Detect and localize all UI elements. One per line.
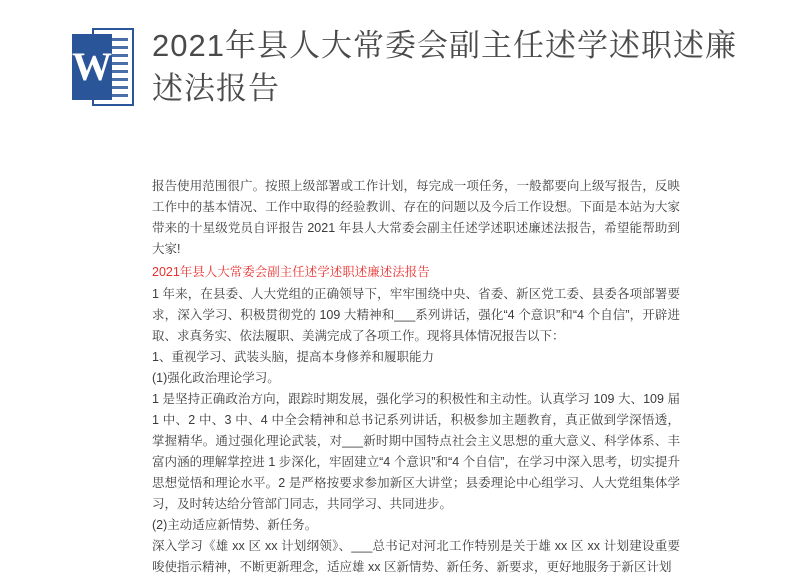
document-header <box>0 0 800 140</box>
paragraph: 1、重视学习、武装头脑，提高本身修养和履职能力 <box>152 350 434 364</box>
word-letter-badge: W <box>72 34 112 100</box>
page-title: 2021年县人大常委会副主任述学述职述廉述法报告 <box>152 28 737 106</box>
document-body <box>152 176 680 578</box>
paragraph: 1 是坚持正确政治方向，跟踪时期发展，强化学习的积极性和主动性。认真学习 109 大、109 届 1 中、2 中、3 中、4 中全会精神和总书记系列讲话，积极参加主题教育，真正做到学深悟透，掌握精华。通过强化理论武装，对___新时期中国特点社会主义思想的重大意义、科学体系、丰富内涵的理解掌控进 1 步深化，牢固建立“4 个意识”和“4 个自信”，在学习中深入思考，切实提升思想觉悟和理论水平。2 是严格按要求参加新区大讲堂；县委理论中心组学习、人大党组集体学习，及时转达给分管部门同志，共同学习、共同进步。 <box>152 392 680 511</box>
word-document-icon <box>72 28 134 106</box>
paragraph: 报告使用范围很广。按照上级部署或工作计划，每完成一项任务，一般都要向上级写报告，反映工作中的基本情况、工作中取得的经验教训、存在的问题以及今后工作设想。下面是本站为大家带来的十星级党员自评报告 2021 年县人大常委会副主任述学述职述廉述法报告，希望能帮助到大家! <box>152 179 680 256</box>
paragraph-highlighted: 2021年县人大常委会副主任述学述职述廉述法报告 <box>152 265 430 279</box>
paragraph: (1)强化政治理论学习。 <box>152 371 280 385</box>
paragraph: 深入学习《雄 xx 区 xx 计划纲领》、___总书记对河北工作特别是关于雄 xx 区 xx 计划建设重要唆使指示精神，不断更新理念，适应雄 xx 区新情势、新任务、新要求，更好地服务于新区计划 <box>152 539 680 574</box>
paragraph: (2)主动适应新情势、新任务。 <box>152 518 318 532</box>
paragraph: 1 年来，在县委、人大党组的正确领导下，牢牢围绕中央、省委、新区党工委、县委各项部署要求，深入学习、积极贯彻党的 109 大精神和___系列讲话，强化“4 个意识”和“4 个自信”，开辟进取、求真务实、依法履职、美满完成了各项工作。现将具体情况报告以下： <box>152 287 680 343</box>
